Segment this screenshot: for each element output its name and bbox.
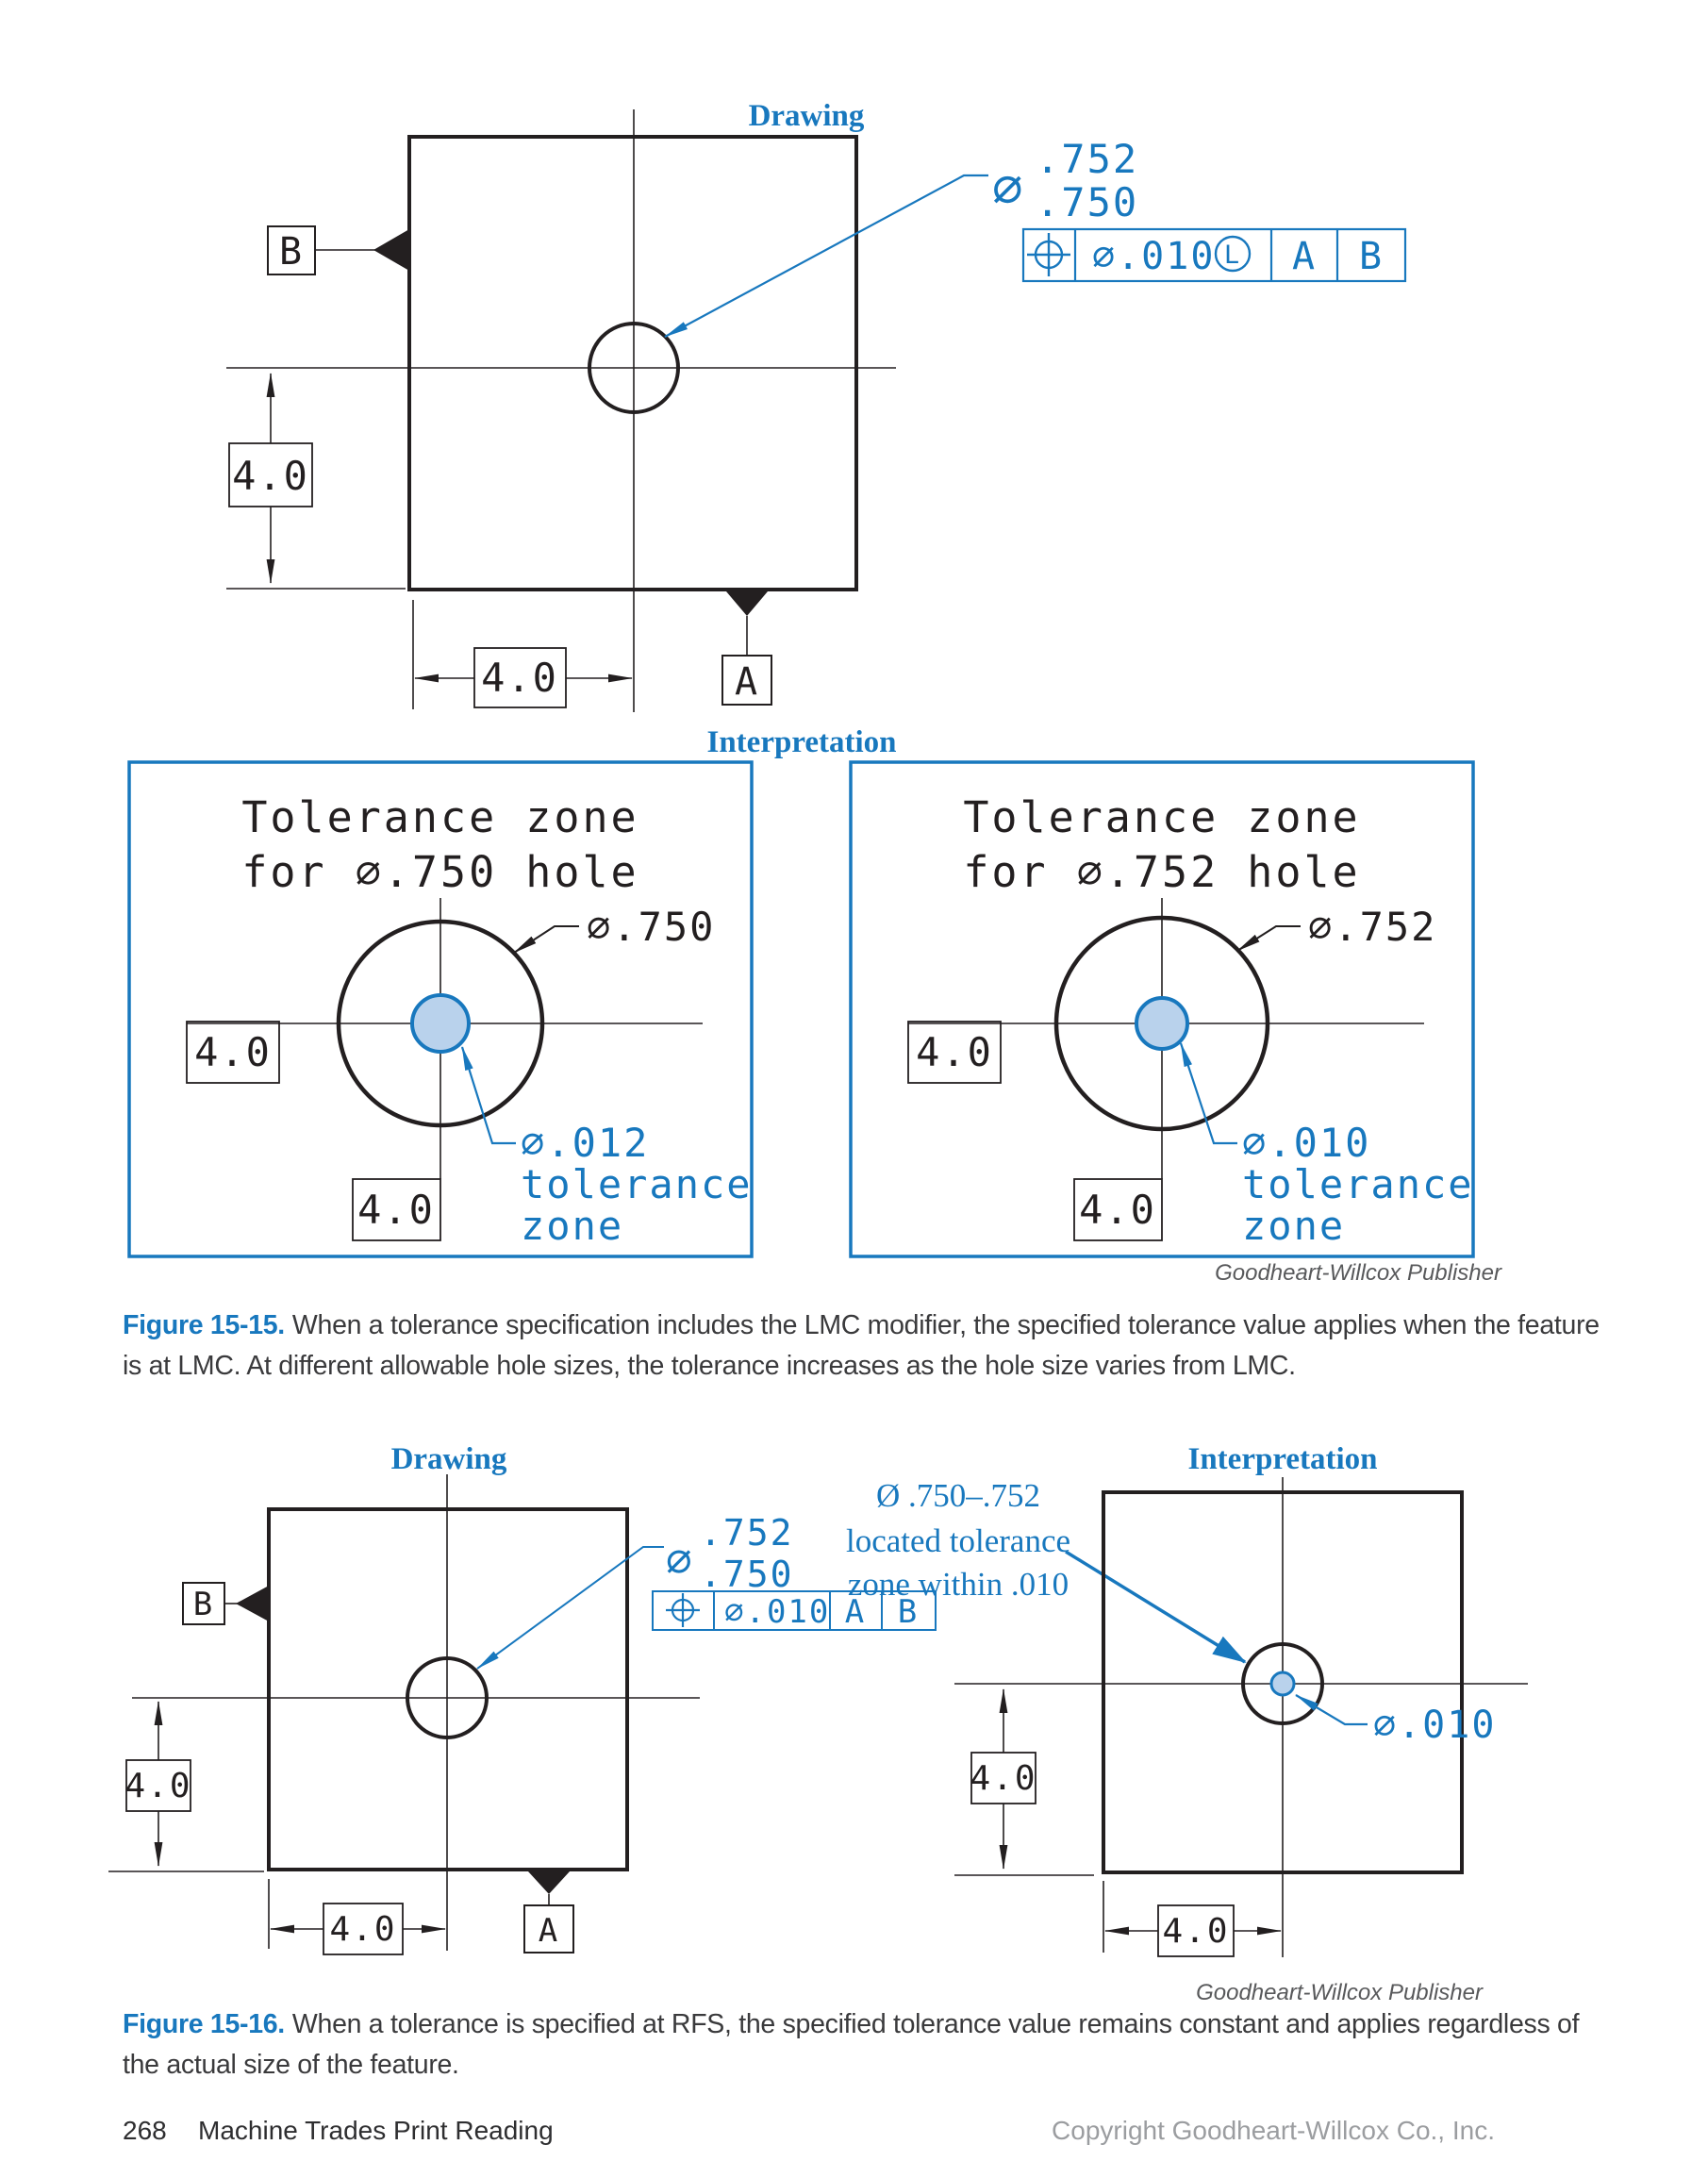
figure-15-15 — [123, 99, 1600, 1381]
figure-15-16 — [108, 1442, 1580, 2080]
datum-a-label: A — [734, 660, 760, 704]
dim-horizontal-value: 4.0 — [481, 655, 558, 701]
dim-horizontal-value: 4.0 — [916, 1029, 993, 1075]
tolerance-zone-circle — [412, 995, 469, 1052]
fig15-interp-left-panel — [129, 762, 753, 1256]
annotation-line1: Ø .750–.752 — [875, 1477, 1041, 1514]
fcf-tolerance: ∅.010 — [724, 1593, 831, 1631]
hole-size-lower: .750 — [700, 1554, 794, 1595]
dim-vertical-value: 4.0 — [357, 1187, 435, 1233]
hole-size-lower: .750 — [1036, 179, 1139, 225]
lmc-modifier-icon — [1216, 237, 1250, 271]
zone-label-line1: ∅.010 — [1242, 1120, 1371, 1166]
zone-label-leader — [1181, 1043, 1237, 1143]
dim-vertical-value: 4.0 — [232, 453, 309, 499]
interp-title-line1: Tolerance zone — [963, 792, 1361, 842]
fig15-caption-line2: is at LMC. At different allowable hole sizes, the tolerance increases as the hole size varies from LMC. — [123, 1351, 1296, 1381]
datum-b-label: B — [278, 230, 305, 274]
fig16-drawing-heading: Drawing — [390, 1442, 507, 1476]
publisher-credit: Goodheart-Willcox Publisher — [1196, 1980, 1483, 2005]
page-number: 268 — [123, 2116, 167, 2145]
datum-a-label: A — [538, 1912, 560, 1950]
hole-label: ∅.752 — [1308, 904, 1437, 950]
dim-vertical-value: 4.0 — [124, 1767, 192, 1805]
interp-title-line2: for ∅.752 hole — [963, 847, 1361, 897]
fig16-annotation — [846, 1477, 1245, 1662]
annotation-arrow — [1066, 1552, 1245, 1662]
hole-callout-leader — [665, 175, 988, 337]
datum-b-label: B — [192, 1586, 215, 1623]
diameter-symbol: ∅ — [666, 1535, 694, 1586]
zone-label-line3: zone — [1242, 1203, 1346, 1249]
hole-size-upper: .752 — [700, 1512, 794, 1554]
zone-label-line3: zone — [521, 1203, 624, 1249]
fig15-interpretation-heading: Interpretation — [706, 725, 897, 759]
fig16-interpretation-heading: Interpretation — [1187, 1442, 1378, 1476]
interp-title-line2: for ∅.750 hole — [241, 847, 639, 897]
hole-label: ∅.750 — [587, 904, 716, 950]
datum-b-triangle-icon — [373, 229, 409, 271]
dim-horizontal-value: 4.0 — [1162, 1912, 1230, 1951]
tolerance-zone-circle — [1136, 998, 1187, 1049]
fcf-datum-1: A — [1291, 235, 1318, 278]
fig16-caption-line1 — [123, 2009, 1580, 2039]
tolerance-zone-circle — [1271, 1672, 1294, 1695]
fig15-drawing-view — [226, 99, 1405, 712]
dim-vertical-value: 4.0 — [1079, 1187, 1156, 1233]
fig15-caption-line1 — [123, 1310, 1600, 1340]
annotation-line3: zone within .010 — [847, 1566, 1070, 1603]
dim-vertical-value: 4.0 — [970, 1759, 1037, 1798]
hole-label-leader — [514, 926, 579, 953]
part-outline — [409, 137, 856, 590]
datum-b-triangle-icon — [236, 1586, 269, 1621]
position-symbol-icon — [666, 1593, 700, 1627]
hole-size-upper: .752 — [1036, 136, 1139, 182]
diameter-symbol: ∅ — [992, 158, 1025, 218]
annotation-line2: located tolerance — [845, 1522, 1071, 1559]
fcf-datum-1: A — [844, 1593, 867, 1631]
zone-label-leader — [462, 1047, 516, 1143]
dim-horizontal-value: 4.0 — [329, 1910, 397, 1949]
hole-label-leader — [1237, 926, 1301, 951]
zone-label: ∅.010 — [1373, 1704, 1497, 1747]
fig15-drawing-heading: Drawing — [748, 99, 865, 133]
lmc-letter: L — [1223, 241, 1242, 270]
fig16-caption-lead: Figure 15-16. — [123, 2009, 285, 2039]
dim-horizontal-value: 4.0 — [194, 1029, 272, 1075]
zone-label-line2: tolerance — [521, 1161, 753, 1207]
fig15-caption-text: When a tolerance specification includes the LMC modifier, the specified tolerance value applies when the feature — [291, 1310, 1600, 1340]
page-footer — [123, 2116, 1495, 2145]
zone-label-line2: tolerance — [1242, 1161, 1474, 1207]
fcf-datum-2: B — [897, 1593, 920, 1631]
position-symbol-icon — [1027, 233, 1070, 276]
copyright-notice: Copyright Goodheart-Willcox Co., Inc. — [1052, 2116, 1495, 2145]
datum-a-triangle-icon — [726, 591, 768, 616]
fig16-caption-line2: the actual size of the feature. — [123, 2050, 459, 2080]
hole-callout-leader — [477, 1547, 664, 1669]
part-outline — [269, 1509, 627, 1870]
fcf-datum-2: B — [1358, 235, 1385, 278]
publisher-credit: Goodheart-Willcox Publisher — [1215, 1260, 1501, 1286]
zone-label-line1: ∅.012 — [521, 1120, 650, 1166]
fig16-interpretation-view — [954, 1442, 1528, 1957]
feature-control-frame — [1023, 229, 1405, 281]
zone-label-leader — [1296, 1695, 1368, 1724]
fig15-caption-lead: Figure 15-15. — [123, 1310, 285, 1340]
fcf-tolerance: ∅.010 — [1092, 235, 1216, 278]
book-title: Machine Trades Print Reading — [198, 2116, 554, 2145]
fig16-drawing-view — [108, 1442, 936, 1954]
interp-title-line1: Tolerance zone — [241, 792, 639, 842]
fig15-interp-right-panel — [851, 762, 1474, 1256]
fig16-caption-text: When a tolerance is specified at RFS, the specified tolerance value remains constant and applies regardless of — [291, 2009, 1580, 2039]
datum-a-triangle-icon — [528, 1871, 570, 1894]
